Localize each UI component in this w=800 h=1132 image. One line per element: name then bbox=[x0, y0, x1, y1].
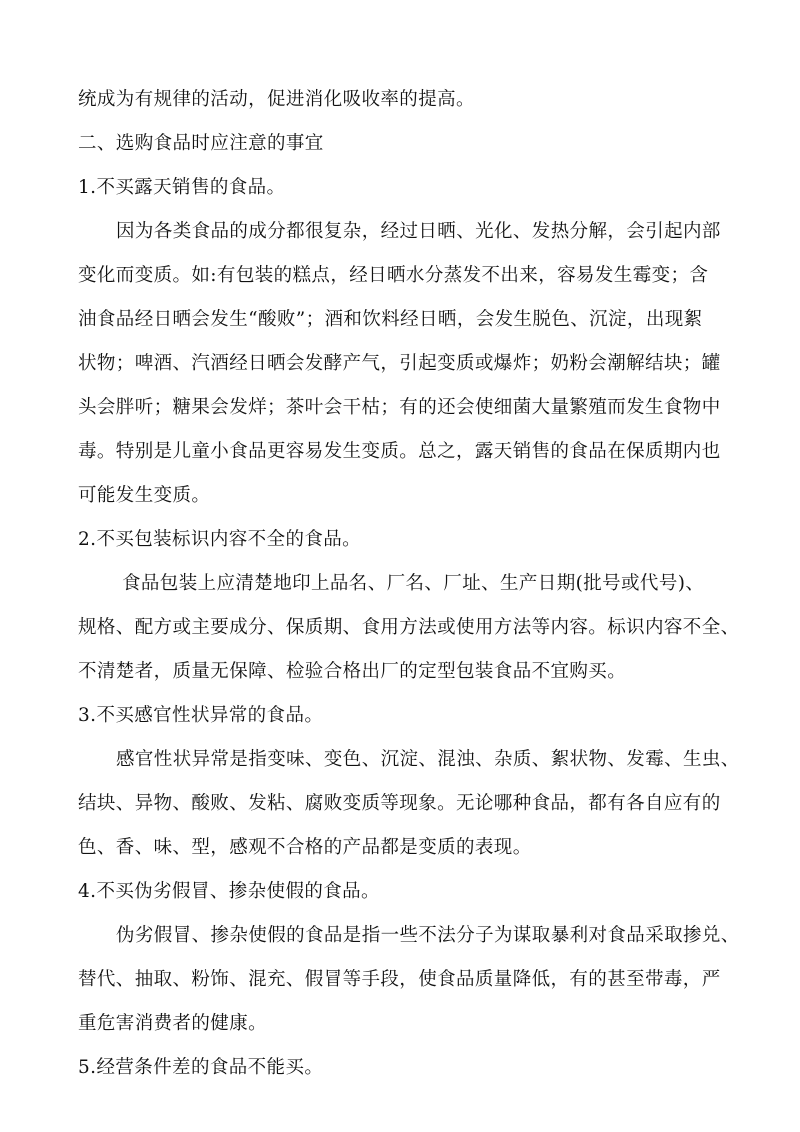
paragraph-3-line-1: 感官性状异常是指变味、变色、沉淀、混浊、杂质、絮状物、发霉、生虫、 bbox=[116, 749, 740, 770]
item-heading-1: 1.不买露天销售的食品。 bbox=[78, 177, 286, 198]
section-heading: 二、选购食品时应注意的事宜 bbox=[78, 133, 324, 154]
paragraph-1-line-1: 因为各类食品的成分都很复杂，经过日晒、光化、发热分解，会引起内部 bbox=[116, 221, 721, 242]
paragraph-2-line-1: 食品包装上应清楚地印上品名、厂名、厂址、生产日期(批号或代号)、 bbox=[122, 573, 705, 594]
paragraph-2-line-2: 规格、配方或主要成分、保质期、食用方法或使用方法等内容。标识内容不全、 bbox=[78, 617, 740, 638]
paragraph-4-line-1: 伪劣假冒、掺杂使假的食品是指一些不法分子为谋取暴利对食品采取掺兑、 bbox=[116, 925, 740, 946]
paragraph-1-line-2: 变化而变质。如:有包装的糕点，经日晒水分蒸发不出来，容易发生霉变；含 bbox=[78, 265, 709, 286]
paragraph-1-line-5: 头会胖听；糖果会发烊；茶叶会干枯；有的还会使细菌大量繁殖而发生食物中 bbox=[78, 397, 721, 418]
paragraph-4-line-3: 重危害消费者的健康。 bbox=[78, 1013, 268, 1034]
item-heading-3: 3.不买感官性状异常的食品。 bbox=[78, 705, 324, 726]
paragraph-continuation-line: 统成为有规律的活动，促进消化吸收率的提高。 bbox=[78, 89, 475, 110]
item-heading-4: 4.不买伪劣假冒、掺杂使假的食品。 bbox=[78, 881, 380, 902]
item-heading-2: 2.不买包装标识内容不全的食品。 bbox=[78, 529, 362, 550]
paragraph-2-line-3: 不清楚者，质量无保障、检验合格出厂的定型包装食品不宜购买。 bbox=[78, 661, 627, 682]
item-heading-5: 5.经营条件差的食品不能买。 bbox=[78, 1057, 324, 1078]
paragraph-4-line-2: 替代、抽取、粉饰、混充、假冒等手段，使食品质量降低，有的甚至带毒，严 bbox=[78, 969, 721, 990]
paragraph-3-line-2: 结块、异物、酸败、发粘、腐败变质等现象。无论哪种食品，都有各自应有的 bbox=[78, 793, 721, 814]
paragraph-1-line-4: 状物；啤酒、汽酒经日晒会发酵产气，引起变质或爆炸；奶粉会潮解结块；罐 bbox=[78, 353, 721, 374]
paragraph-1-line-7: 可能发生变质。 bbox=[78, 485, 211, 506]
paragraph-3-line-3: 色、香、味、型，感观不合格的产品都是变质的表现。 bbox=[78, 837, 532, 858]
paragraph-1-line-6: 毒。特别是儿童小食品更容易发生变质。总之，露天销售的食品在保质期内也 bbox=[78, 441, 721, 462]
paragraph-1-line-3: 油食品经日晒会发生“酸败”；酒和饮料经日晒，会发生脱色、沉淀，出现絮 bbox=[78, 309, 703, 330]
